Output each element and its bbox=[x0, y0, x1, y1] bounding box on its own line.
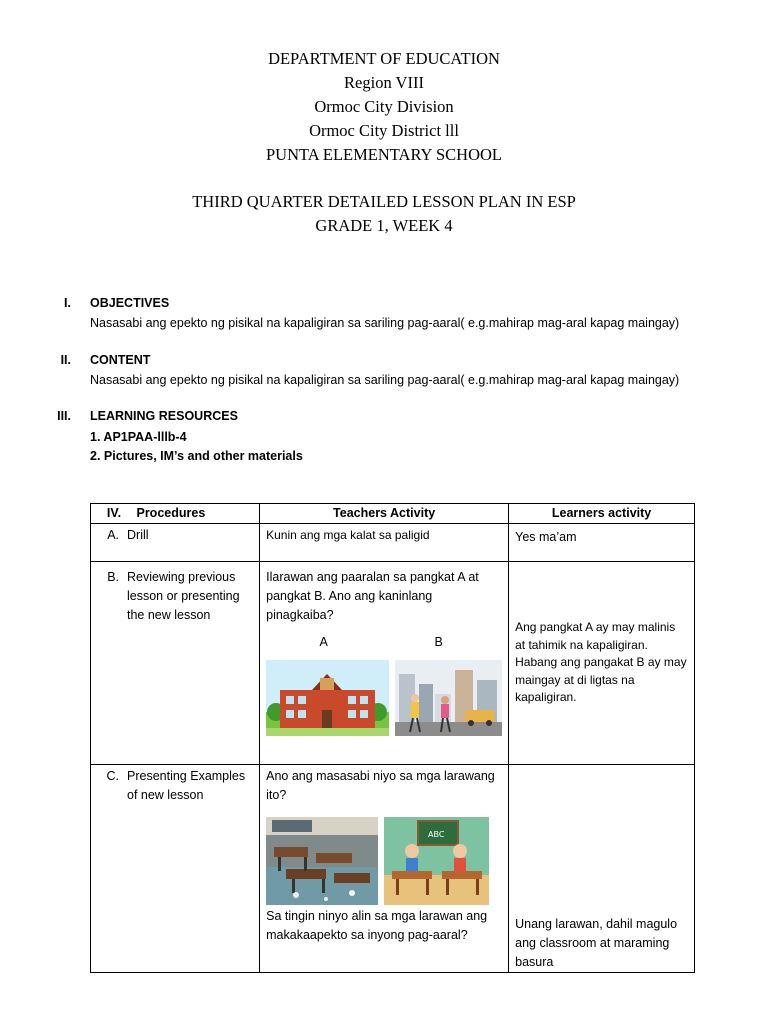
row-learner-activity bbox=[509, 765, 695, 973]
title-quarter: THIRD QUARTER DETAILED LESSON PLAN IN ESP bbox=[192, 192, 576, 211]
header-region: Region VIII bbox=[344, 73, 424, 92]
header-learners-activity: Learners activity bbox=[509, 504, 695, 524]
procedures-table bbox=[90, 503, 695, 973]
tidy-classroom-image bbox=[384, 817, 489, 905]
table-row bbox=[91, 524, 695, 562]
svg-text:ABC: ABC bbox=[428, 830, 445, 839]
label-a: A bbox=[319, 635, 328, 649]
row-letter: C. bbox=[106, 769, 119, 783]
header-school: PUNTA ELEMENTARY SCHOOL bbox=[265, 145, 502, 164]
header-district: Ormoc City District lll bbox=[309, 121, 459, 140]
image-row bbox=[266, 817, 502, 905]
image-row bbox=[266, 660, 502, 736]
title-grade: GRADE 1, WEEK 4 bbox=[315, 216, 453, 235]
header-department: DEPARTMENT OF EDUCATION bbox=[268, 49, 500, 68]
row-procedure: Drill bbox=[127, 528, 149, 542]
table-row bbox=[91, 765, 695, 973]
row-teacher-activity bbox=[260, 562, 509, 765]
row-learner-activity bbox=[509, 562, 695, 765]
row-learner-activity bbox=[509, 524, 695, 562]
learner-text: Yes ma’am bbox=[515, 530, 577, 544]
document-header bbox=[0, 47, 768, 167]
image-labels bbox=[266, 633, 496, 652]
row-teacher-activity bbox=[260, 765, 509, 973]
section-number: II. bbox=[60, 353, 71, 367]
section-text: Nasasabi ang epekto ng pisikal na kapaligiran sa sariling pag-aaral( e.g.mahirap mag-aral kapag maingay) bbox=[90, 373, 680, 387]
teacher-question: Sa tingin ninyo alin sa mga larawan ang makakaapekto sa inyong pag-aaral? bbox=[266, 909, 488, 942]
learner-text: Unang larawan, dahil magulo ang classroom at maraming basura bbox=[515, 917, 678, 969]
header-procedures-label: Procedures bbox=[136, 506, 206, 520]
teacher-text: Ilarawan ang paaralan sa pangkat A at pangkat B. Ano ang kaninlang pinagkaiba? bbox=[266, 570, 479, 622]
row-teacher-activity bbox=[260, 524, 509, 562]
row-procedure: Reviewing previous lesson or presenting the new lesson bbox=[127, 570, 240, 622]
school-building-image bbox=[266, 660, 389, 736]
city-street-image bbox=[395, 660, 502, 736]
section-number: III. bbox=[57, 409, 71, 423]
row-letter: B. bbox=[107, 570, 119, 584]
table-row bbox=[91, 562, 695, 765]
header-teachers-activity: Teachers Activity bbox=[260, 504, 509, 524]
resource-item-1: 1. AP1PAA-lllb-4 bbox=[90, 430, 187, 444]
section-text: Nasasabi ang epekto ng pisikal na kapaligiran sa sariling pag-aaral( e.g.mahirap mag-aral kapag maingay) bbox=[90, 316, 680, 330]
section-title: CONTENT bbox=[90, 353, 151, 367]
header-procedures bbox=[91, 504, 260, 524]
lesson-plan-title bbox=[0, 190, 768, 238]
section-title: OBJECTIVES bbox=[90, 296, 170, 310]
teacher-text: Kunin ang mga kalat sa paligid bbox=[266, 528, 430, 542]
table-header-row bbox=[91, 504, 695, 524]
teacher-text: Ano ang masasabi niyo sa mga larawang ito? bbox=[266, 769, 495, 802]
resource-item-2: 2. Pictures, IM’s and other materials bbox=[90, 449, 303, 463]
section-title: LEARNING RESOURCES bbox=[90, 409, 238, 423]
header-division: Ormoc City Division bbox=[314, 97, 454, 116]
row-procedure: Presenting Examples of new lesson bbox=[127, 769, 246, 802]
label-b: B bbox=[434, 635, 443, 649]
messy-classroom-image bbox=[266, 817, 378, 905]
row-letter: A. bbox=[107, 528, 119, 542]
header-num: IV. bbox=[106, 506, 122, 520]
learner-text: Ang pangkat A ay may malinis at tahimik na kapaligiran. Habang ang pangakat B ay may maingay at di ligtas na kapaligiran. bbox=[515, 620, 687, 705]
section-number: I. bbox=[64, 296, 71, 310]
